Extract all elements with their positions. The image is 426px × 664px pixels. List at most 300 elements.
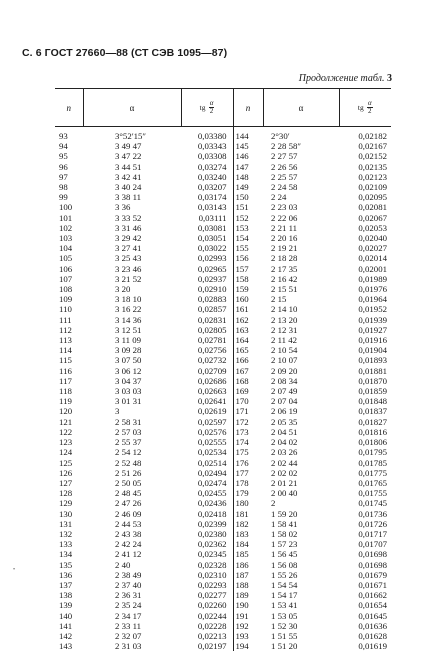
row-number: 126 — [59, 467, 73, 478]
table-row — [55, 213, 391, 223]
row-number: 125 — [59, 457, 73, 468]
angle-value: 2 55 37 — [115, 437, 142, 448]
angle-value: 3 12 51 — [115, 324, 142, 335]
table-row — [55, 223, 391, 233]
table-row — [55, 509, 391, 519]
tangent-value: 0,02345 — [197, 549, 227, 560]
tangent-value: 0,02399 — [197, 518, 227, 529]
row-number: 183 — [233, 529, 263, 539]
tangent-value: 0,02277 — [197, 590, 227, 601]
tangent-value: 0,02362 — [197, 539, 227, 550]
row-number: 139 — [59, 600, 73, 611]
tangent-value: 0,02883 — [197, 294, 227, 305]
tangent-value: 0,01859 — [358, 386, 387, 397]
row-number: 152 — [233, 213, 263, 223]
angle-value: 2 19 21 — [271, 243, 298, 254]
row-number: 135 — [59, 559, 73, 570]
tangent-value: 0,02152 — [358, 151, 387, 162]
angle-value: 2 46 09 — [115, 508, 142, 519]
row-number: 95 — [59, 151, 68, 162]
table-row — [55, 468, 391, 478]
table-row — [55, 611, 391, 621]
tangent-value: 0,03051 — [197, 233, 227, 244]
row-number: 106 — [59, 263, 73, 274]
row-number: 99 — [59, 192, 68, 203]
angle-value: 2°30′ — [271, 131, 290, 141]
row-number: 176 — [233, 458, 263, 468]
tangent-value: 0,03240 — [197, 171, 227, 182]
table-row — [55, 631, 391, 641]
tangent-value: 0,02474 — [197, 477, 227, 488]
tangent-value: 0,02641 — [197, 396, 227, 407]
table-row — [55, 406, 391, 416]
angle-value: 2 14 10 — [271, 304, 298, 315]
angle-value: 2 57 03 — [115, 426, 142, 437]
tangent-value: 0,03111 — [198, 212, 227, 223]
tangent-value: 0,01881 — [358, 365, 387, 376]
tangent-value: 0,02831 — [197, 314, 227, 325]
row-number: 159 — [233, 284, 263, 294]
tangent-value: 0,01619 — [358, 641, 387, 652]
angle-value: 2 22 06 — [271, 212, 298, 223]
tangent-value: 0,01952 — [358, 304, 387, 315]
tangent-value: 0,02937 — [197, 273, 227, 284]
row-number: 155 — [233, 243, 263, 253]
row-number: 169 — [233, 386, 263, 396]
tangent-value: 0,02686 — [197, 375, 227, 386]
tangent-value: 0,03274 — [197, 161, 227, 172]
row-number: 112 — [59, 324, 72, 335]
angle-value: 2 41 12 — [115, 549, 142, 560]
angle-value: 2 28 58″ — [271, 141, 302, 152]
row-number: 124 — [59, 447, 73, 458]
angle-value: 3 — [115, 406, 120, 417]
tangent-value: 0,02455 — [197, 488, 227, 499]
row-number: 164 — [233, 335, 263, 345]
tangent-value: 0,02732 — [197, 355, 227, 366]
angle-value: 2 16 42 — [271, 273, 298, 284]
row-number: 142 — [59, 630, 73, 641]
tangent-value: 0,02014 — [358, 253, 387, 264]
tangent-value: 0,02965 — [197, 263, 227, 274]
angle-value: 2 15 51 — [271, 284, 298, 295]
tangent-value: 0,02597 — [197, 416, 227, 427]
tangent-value: 0,02040 — [358, 233, 387, 244]
tangent-value: 0,02857 — [197, 304, 227, 315]
table-row — [55, 376, 391, 386]
angle-value: 2 33 11 — [115, 620, 142, 631]
angle-value: 2 11 42 — [271, 335, 298, 346]
tangent-value: 0,01837 — [358, 406, 387, 417]
table-row — [55, 366, 391, 376]
row-number: 175 — [233, 447, 263, 457]
angle-value: 2 18 28 — [271, 253, 298, 264]
tangent-table — [55, 88, 391, 651]
header-alpha-right: α — [263, 89, 339, 127]
table-row — [55, 570, 391, 580]
tangent-value: 0,03380 — [197, 131, 227, 141]
angle-value: 3 16 22 — [115, 304, 142, 315]
table-row — [55, 437, 391, 447]
row-number: 115 — [59, 355, 72, 366]
tangent-value: 0,01795 — [358, 447, 387, 458]
angle-value: 2 24 — [271, 192, 287, 203]
tangent-value: 0,01927 — [358, 324, 387, 335]
row-number: 110 — [59, 304, 72, 315]
angle-value: 2 44 53 — [115, 518, 142, 529]
row-number: 93 — [59, 131, 68, 141]
table-row — [55, 529, 391, 539]
row-number: 137 — [59, 579, 73, 590]
angle-value: 3 20 — [115, 284, 131, 295]
angle-value: 1 57 23 — [271, 539, 298, 550]
angle-value: 1 56 08 — [271, 559, 298, 570]
tangent-value: 0,02310 — [197, 569, 227, 580]
row-number: 130 — [59, 508, 73, 519]
row-number: 180 — [233, 498, 263, 508]
tangent-value: 0,01717 — [358, 528, 387, 539]
table-row — [55, 345, 391, 355]
row-number: 161 — [233, 304, 263, 314]
tangent-value: 0,02380 — [197, 528, 227, 539]
angle-value: 3 33 52 — [115, 212, 142, 223]
row-number: 132 — [59, 528, 73, 539]
row-number: 143 — [59, 641, 73, 652]
tangent-value: 0,02081 — [358, 202, 387, 213]
tangent-value: 0,02213 — [197, 630, 227, 641]
angle-value: 2 23 03 — [271, 202, 298, 213]
angle-value: 2 15 — [271, 294, 287, 305]
angle-value: 3 44 51 — [115, 161, 142, 172]
tangent-value: 0,02781 — [197, 335, 227, 346]
table-row — [55, 478, 391, 488]
row-number: 147 — [233, 162, 263, 172]
angle-value: 2 04 02 — [271, 437, 298, 448]
tangent-value: 0,01745 — [358, 498, 387, 509]
tangent-value: 0,03174 — [197, 192, 227, 203]
table-row — [55, 355, 391, 365]
tangent-value: 0,02993 — [197, 253, 227, 264]
tangent-value: 0,01827 — [358, 416, 387, 427]
angle-value: 3 07 50 — [115, 355, 142, 366]
table-row — [55, 335, 391, 345]
angle-value: 3 42 41 — [115, 171, 142, 182]
row-number: 156 — [233, 253, 263, 263]
angle-value: 2 06 19 — [271, 406, 298, 417]
row-number: 101 — [59, 212, 73, 223]
angle-value: 2 43 38 — [115, 528, 142, 539]
row-number: 138 — [59, 590, 73, 601]
angle-value: 1 51 55 — [271, 630, 298, 641]
table-row — [55, 233, 391, 243]
angle-value: 2 51 26 — [115, 467, 142, 478]
tangent-value: 0,02001 — [358, 263, 387, 274]
angle-value: 2 26 56 — [271, 161, 298, 172]
tangent-value: 0,02514 — [197, 457, 227, 468]
angle-value: 3 31 46 — [115, 222, 142, 233]
table-row — [55, 580, 391, 590]
row-number: 160 — [233, 294, 263, 304]
row-number: 114 — [59, 345, 72, 356]
table-row — [55, 253, 391, 263]
table-row — [55, 264, 391, 274]
row-number: 184 — [233, 539, 263, 549]
angle-value: 2 38 49 — [115, 569, 142, 580]
tangent-value: 0,03343 — [197, 141, 227, 152]
tangent-value: 0,02027 — [358, 243, 387, 254]
row-number: 141 — [59, 620, 73, 631]
row-number: 158 — [233, 274, 263, 284]
row-number: 150 — [233, 192, 263, 202]
row-number: 116 — [59, 365, 72, 376]
tangent-value: 0,03022 — [197, 243, 227, 254]
angle-value: 2 25 57 — [271, 171, 298, 182]
tangent-value: 0,02095 — [358, 192, 387, 203]
tangent-value: 0,01628 — [358, 630, 387, 641]
table-number: 3 — [387, 73, 392, 84]
row-number: 109 — [59, 294, 73, 305]
table-row — [55, 151, 391, 161]
angle-value: 3°52′15″ — [115, 131, 147, 141]
row-number: 94 — [59, 141, 68, 152]
tangent-value: 0,03143 — [197, 202, 227, 213]
row-number: 191 — [233, 611, 263, 621]
row-number: 157 — [233, 264, 263, 274]
angle-value: 2 48 45 — [115, 488, 142, 499]
row-number: 144 — [233, 127, 263, 142]
angle-value: 2 10 07 — [271, 355, 298, 366]
row-number: 148 — [233, 172, 263, 182]
angle-value: 2 07 49 — [271, 386, 298, 397]
table-row — [55, 590, 391, 600]
tangent-value: 0,02293 — [197, 579, 227, 590]
row-number: 119 — [59, 396, 72, 407]
angle-value: 2 00 40 — [271, 488, 298, 499]
tangent-value: 0,02418 — [197, 508, 227, 519]
row-number: 168 — [233, 376, 263, 386]
angle-value: 2 24 58 — [271, 182, 298, 193]
stray-mark: • — [13, 567, 16, 573]
tangent-value: 0,01645 — [358, 610, 387, 621]
tangent-value: 0,01939 — [358, 314, 387, 325]
angle-value: 2 37 40 — [115, 579, 142, 590]
row-number: 117 — [59, 375, 72, 386]
angle-value: 2 01 21 — [271, 477, 298, 488]
table-row — [55, 274, 391, 284]
row-number: 111 — [59, 314, 72, 325]
table-row — [55, 488, 391, 498]
angle-value: 2 21 11 — [271, 222, 298, 233]
angle-value: 3 38 11 — [115, 192, 142, 203]
row-number: 120 — [59, 406, 73, 417]
tangent-value: 0,02805 — [197, 324, 227, 335]
header-alpha-left: α — [83, 89, 181, 127]
tangent-value: 0,01785 — [358, 457, 387, 468]
tangent-value: 0,01662 — [358, 590, 387, 601]
row-number: 154 — [233, 233, 263, 243]
angle-value: 3 01 31 — [115, 396, 142, 407]
table-row — [55, 284, 391, 294]
row-number: 123 — [59, 437, 73, 448]
row-number: 103 — [59, 233, 73, 244]
tangent-value: 0,02260 — [197, 600, 227, 611]
table-header-row — [55, 89, 391, 127]
row-number: 166 — [233, 355, 263, 365]
table-row — [55, 549, 391, 559]
angle-value: 3 49 47 — [115, 141, 142, 152]
tangent-value: 0,02663 — [197, 386, 227, 397]
row-number: 181 — [233, 509, 263, 519]
angle-value: 2 27 57 — [271, 151, 298, 162]
angle-value: 3 25 43 — [115, 253, 142, 264]
angle-value: 3 40 24 — [115, 182, 142, 193]
angle-value: 2 09 20 — [271, 365, 298, 376]
angle-value: 3 29 42 — [115, 233, 142, 244]
table-row — [55, 162, 391, 172]
row-number: 145 — [233, 141, 263, 151]
tangent-value: 0,01964 — [358, 294, 387, 305]
row-number: 165 — [233, 345, 263, 355]
angle-value: 1 58 02 — [271, 528, 298, 539]
angle-value: 3 14 36 — [115, 314, 142, 325]
angle-value: 3 06 12 — [115, 365, 142, 376]
tangent-value: 0,01806 — [358, 437, 387, 448]
row-number: 113 — [59, 335, 72, 346]
tangent-value: 0,01976 — [358, 284, 387, 295]
tangent-value: 0,02328 — [197, 559, 227, 570]
tangent-value: 0,02436 — [197, 498, 227, 509]
table-row — [55, 447, 391, 457]
row-number: 151 — [233, 202, 263, 212]
tangent-value: 0,02244 — [197, 610, 227, 621]
tg-label: tg — [357, 103, 364, 112]
angle-value: 3 03 03 — [115, 386, 142, 397]
row-number: 100 — [59, 202, 73, 213]
angle-value: 2 42 24 — [115, 539, 142, 550]
row-number: 96 — [59, 161, 68, 172]
angle-value: 2 40 — [115, 559, 131, 570]
table-row — [55, 294, 391, 304]
row-number: 133 — [59, 539, 73, 550]
tangent-value: 0,02123 — [358, 171, 387, 182]
table-row — [55, 600, 391, 610]
angle-value: 2 07 04 — [271, 396, 298, 407]
angle-value: 3 04 37 — [115, 375, 142, 386]
tangent-value: 0,01755 — [358, 488, 387, 499]
row-number: 171 — [233, 406, 263, 416]
angle-value: 2 20 16 — [271, 233, 298, 244]
table-row — [55, 202, 391, 212]
tangent-value: 0,03081 — [197, 222, 227, 233]
row-number: 127 — [59, 477, 73, 488]
angle-value: 1 52 30 — [271, 620, 298, 631]
row-number: 153 — [233, 223, 263, 233]
table-continuation-label — [299, 73, 392, 84]
table-row — [55, 182, 391, 192]
angle-value: 1 54 17 — [271, 590, 298, 601]
row-number: 136 — [59, 569, 73, 580]
tangent-value: 0,02053 — [358, 222, 387, 233]
angle-value: 2 54 12 — [115, 447, 142, 458]
angle-value: 3 18 10 — [115, 294, 142, 305]
row-number: 98 — [59, 182, 68, 193]
table-row — [55, 458, 391, 468]
header-n-left: n — [55, 89, 83, 127]
half-alpha-fraction: $\frac{\alpha}{2}$ — [209, 99, 214, 115]
row-number: 105 — [59, 253, 73, 264]
row-number: 177 — [233, 468, 263, 478]
angle-value: 2 12 31 — [271, 324, 298, 335]
tangent-value: 0,03308 — [197, 151, 227, 162]
table-row — [55, 141, 391, 151]
row-number: 131 — [59, 518, 73, 529]
tangent-value: 0,02756 — [197, 345, 227, 356]
tangent-value: 0,01698 — [358, 559, 387, 570]
tangent-value: 0,01654 — [358, 600, 387, 611]
tangent-value: 0,01707 — [358, 539, 387, 550]
tangent-value: 0,01775 — [358, 467, 387, 478]
angle-value: 2 02 02 — [271, 467, 298, 478]
header-tg-left — [181, 89, 233, 127]
angle-value: 1 55 26 — [271, 569, 298, 580]
row-number: 163 — [233, 325, 263, 335]
tangent-value: 0,02109 — [358, 182, 387, 193]
angle-value: 2 36 31 — [115, 590, 142, 601]
angle-value: 2 52 48 — [115, 457, 142, 468]
table-body — [55, 127, 391, 652]
tangent-value: 0,02555 — [197, 437, 227, 448]
row-number: 140 — [59, 610, 73, 621]
angle-value: 2 32 07 — [115, 630, 142, 641]
tangent-value: 0,01671 — [358, 579, 387, 590]
table-row — [55, 641, 391, 651]
angle-value: 2 35 24 — [115, 600, 142, 611]
tangent-value: 0,01904 — [358, 345, 387, 356]
table-row — [55, 386, 391, 396]
angle-value: 3 09 28 — [115, 345, 142, 356]
row-number: 122 — [59, 426, 73, 437]
row-number: 182 — [233, 519, 263, 529]
tangent-value: 0,01698 — [358, 549, 387, 560]
angle-value: 3 23 46 — [115, 263, 142, 274]
angle-value: 2 05 35 — [271, 416, 298, 427]
tangent-value: 0,02167 — [358, 141, 387, 152]
half-alpha-fraction: $\frac{\alpha}{2}$ — [367, 99, 372, 115]
table-row — [55, 621, 391, 631]
row-number: 174 — [233, 437, 263, 447]
row-number: 190 — [233, 600, 263, 610]
table-row — [55, 560, 391, 570]
tangent-value: 0,01989 — [358, 273, 387, 284]
angle-value: 1 53 05 — [271, 610, 298, 621]
row-number: 187 — [233, 570, 263, 580]
angle-value: 2 13 20 — [271, 314, 298, 325]
angle-value: 2 58 31 — [115, 416, 142, 427]
tangent-value: 0,01893 — [358, 355, 387, 366]
continuation-text: Продолжение табл. — [298, 73, 385, 84]
row-number: 108 — [59, 284, 73, 295]
row-number: 129 — [59, 498, 73, 509]
angle-value: 3 36 — [115, 202, 131, 213]
row-number: 134 — [59, 549, 73, 560]
tg-label: tg — [199, 103, 206, 112]
row-number: 162 — [233, 315, 263, 325]
tangent-value: 0,02910 — [197, 284, 227, 295]
table-row — [55, 325, 391, 335]
angle-value: 2 34 17 — [115, 610, 142, 621]
row-number: 178 — [233, 478, 263, 488]
table-row — [55, 427, 391, 437]
